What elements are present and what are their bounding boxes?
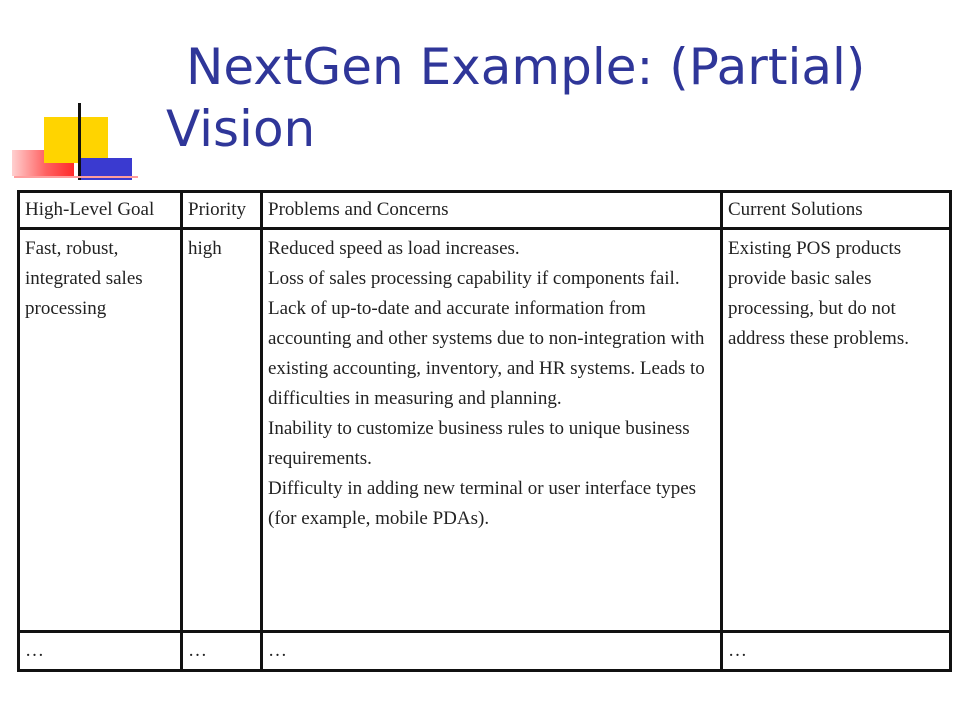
cell-goal: Fast, robust, integrated sales processing xyxy=(19,229,182,631)
cell-goal-ellipsis: … xyxy=(19,631,182,671)
table-row-ellipsis xyxy=(19,631,951,671)
slide-title-line1: NextGen Example: (Partial) xyxy=(186,38,866,96)
slide-title-line2: Vision xyxy=(166,100,316,158)
problem-item: Difficulty in adding new terminal or user interface types (for example, mobile PDAs). xyxy=(268,478,697,530)
cell-problems-ellipsis: … xyxy=(262,631,722,671)
header-high-level-goal: High-Level Goal xyxy=(19,192,182,229)
cell-current-solutions: Existing POS products provide basic sales processing, but do not address these problems. xyxy=(722,229,951,631)
slide-title xyxy=(166,36,926,160)
problem-item: Reduced speed as load increases. xyxy=(268,238,520,260)
cell-priority-ellipsis: … xyxy=(182,631,262,671)
table-header-row xyxy=(19,192,951,229)
logo-yellow-block xyxy=(44,117,108,163)
table-row xyxy=(19,229,951,631)
cell-current-ellipsis: … xyxy=(722,631,951,671)
header-current-solutions: Current Solutions xyxy=(722,192,951,229)
problem-item: Lack of up-to-date and accurate information from accounting and other systems due to non-integration with existing accounting, inventory, and HR systems. Leads to difficulties in measuring and planning. xyxy=(268,298,705,410)
problem-item: Inability to customize business rules to unique business requirements. xyxy=(268,418,690,470)
logo-horizontal-line xyxy=(14,176,138,178)
header-priority: Priority xyxy=(182,192,262,229)
problem-item: Loss of sales processing capability if components fail. xyxy=(268,268,680,290)
vision-table xyxy=(17,190,952,672)
cell-problems xyxy=(262,229,722,631)
header-problems-and-concerns: Problems and Concerns xyxy=(262,192,722,229)
cell-priority: high xyxy=(182,229,262,631)
logo-vertical-line xyxy=(78,103,81,180)
